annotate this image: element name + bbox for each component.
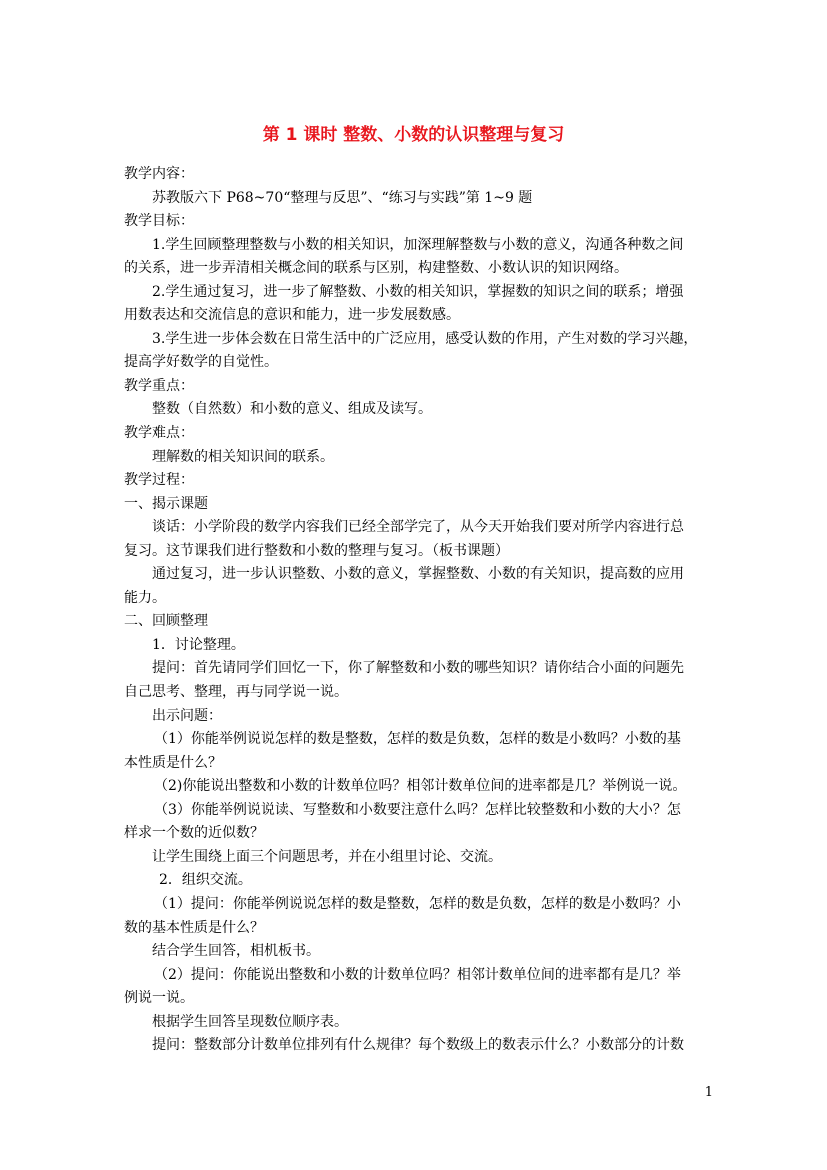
text-line: 通过复习，进一步认识整数、小数的意义，掌握整数、小数的有关知识，提高数的应用 [152, 566, 684, 583]
text-line: （1）提问：你能举例说说怎样的数是整数，怎样的数是负数，怎样的数是小数吗？小 [154, 895, 681, 912]
text-line: 样求一个数的近似数？ [124, 825, 264, 842]
text-line: 整数（自然数）和小数的意义、组成及读写。 [152, 401, 432, 418]
text-line: 根据学生回答呈现数位顺序表。 [152, 1013, 348, 1030]
text-line: 数的基本性质是什么？ [124, 919, 264, 936]
text-line: 提问：整数部分计数单位排列有什么规律？每个数级上的数表示什么？小数部分的计数 [152, 1037, 684, 1054]
text-line: 教学目标： [124, 213, 194, 230]
text-line: 能力。 [124, 589, 166, 606]
text-line: 教学难点： [124, 425, 194, 442]
text-line: 1.学生回顾整理整数与小数的相关知识，加深理解整数与小数的意义，沟通各种数之间 [152, 236, 684, 253]
text-line: 教学重点： [124, 377, 194, 394]
text-line: 提高学好数学的自觉性。 [124, 354, 278, 371]
text-line: 谈话：小学阶段的数学内容我们已经全部学完了，从今天开始我们要对所学内容进行总 [152, 519, 684, 536]
text-line: 让学生围绕上面三个问题思考，并在小组里讨论、交流。 [152, 848, 502, 865]
text-line: （1）你能举例说说怎样的数是整数，怎样的数是负数，怎样的数是小数吗？小数的基 [154, 731, 681, 748]
document-title: 第 1 课时 整数、小数的认识整理与复习 [262, 125, 565, 145]
text-line: 出示问题： [152, 707, 222, 724]
text-line: 1．讨论整理。 [152, 636, 245, 653]
text-line: 2．组织交流。 [159, 872, 252, 889]
text-line: 用数表达和交流信息的意识和能力，进一步发展数感。 [124, 307, 460, 324]
text-line: 苏教版六下 P68~70“整理与反思”、“练习与实践”第 1~9 题 [152, 189, 533, 206]
text-line: 复习。这节课我们进行整数和小数的整理与复习。（板书课题） [124, 542, 509, 559]
text-line: （2)你能说出整数和小数的计数单位吗？相邻计数单位间的进率都是几？举例说一说。 [154, 778, 687, 795]
text-line: 理解数的相关知识间的联系。 [152, 448, 334, 465]
text-line: （2）提问：你能说出整数和小数的计数单位吗？相邻计数单位间的进率都有是几？举 [154, 966, 681, 983]
text-line: 结合学生回答，相机板书。 [152, 943, 320, 960]
document-body [124, 163, 704, 1058]
text-line: 提问：首先请同学们回忆一下，你了解整数和小数的哪些知识？请你结合小面的问题先 [152, 660, 684, 677]
text-line: 2.学生通过复习，进一步了解整数、小数的相关知识，掌握数的知识之间的联系；增强 [152, 283, 684, 300]
text-line: 教学过程： [124, 472, 194, 489]
text-line: 3.学生进一步体会数在日常生活中的广泛应用，感受认数的作用，产生对数的学习兴趣， [152, 330, 698, 347]
page-number: 1 [704, 1085, 713, 1100]
text-line: 教学内容： [124, 166, 194, 182]
text-line: 二、回顾整理 [124, 613, 208, 630]
text-line: 一、揭示课题 [124, 495, 208, 512]
text-line: 自己思考、整理，再与同学说一说。 [124, 684, 348, 701]
text-line: （3）你能举例说说读、写整数和小数要注意什么吗？怎样比较整数和小数的大小？怎 [154, 801, 681, 818]
text-line: 例说一说。 [124, 990, 194, 1007]
text-line: 本性质是什么？ [124, 754, 222, 771]
text-line: 的关系，进一步弄清相关概念间的联系与区别，构建整数、小数认识的知识网络。 [124, 260, 628, 277]
